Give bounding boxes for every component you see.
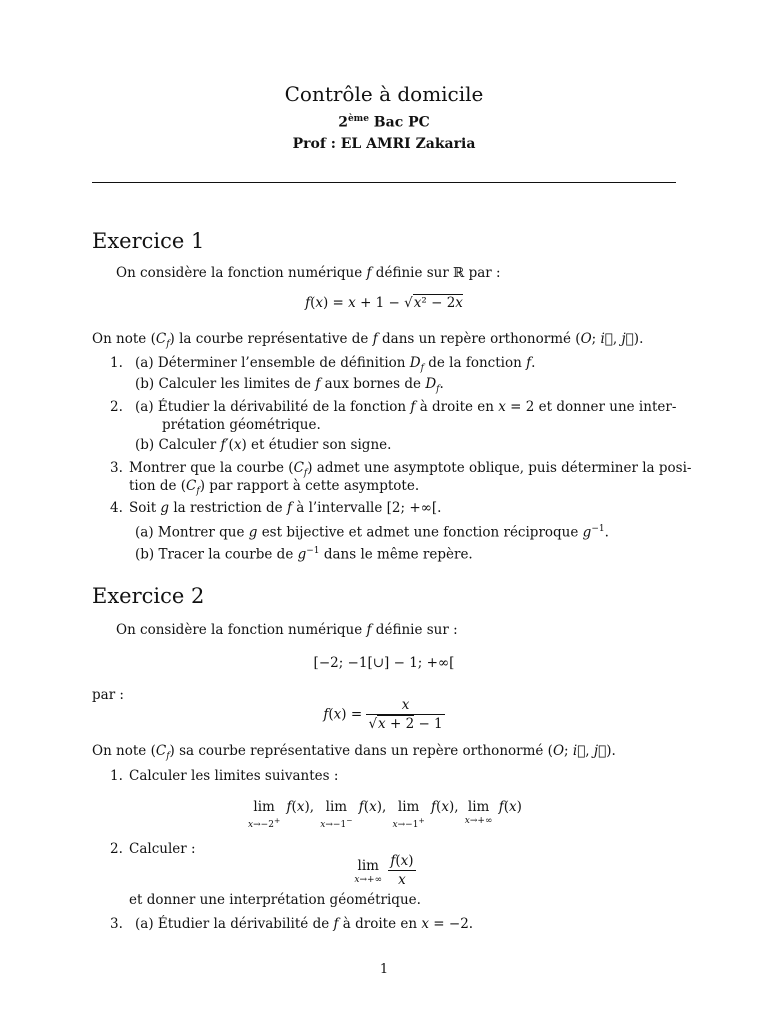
ex2-item-1-num: 1. — [110, 768, 123, 784]
ex1-item-3-num: 3. — [110, 460, 123, 476]
document-title: Contrôle à domicile — [284, 82, 484, 106]
ex1-item-4b: (b) Tracer la courbe de $g^{-1}$ dans le même repère. — [135, 546, 473, 563]
ex2-item-2: Calculer : — [129, 841, 196, 857]
exercise2-formula: f(x) = $\frac{x}{√x + 2 - 1}$ — [323, 697, 443, 732]
ex1-item-2a-cont: prétation géométrique. — [162, 417, 321, 433]
exercise1-heading: Exercice 1 — [92, 229, 205, 253]
exercise2-note: On note $(C_f)$ sa courbe représentative dans un repère orthonormé (O; i⃗, j⃗). — [92, 743, 616, 762]
header-rule — [92, 182, 676, 183]
exercise2-domain: [−2; −1[∪] − 1; +∞[ — [313, 655, 455, 671]
ex1-item-3: Montrer que la courbe $(C_f)$ admet une asymptote oblique, puis déterminer la posi- — [129, 460, 692, 479]
ex1-item-4-num: 4. — [110, 500, 123, 516]
ex1-item-1a: (a) Déterminer l’ensemble de définition $D_f$ de la fonction f. — [135, 355, 536, 374]
ex1-item-4: Soit g la restriction de f à l’intervalle [2; +∞[. — [129, 500, 442, 516]
ex1-item-4a: (a) Montrer que g est bijective et admet une fonction réciproque $g^{-1}$. — [135, 524, 609, 541]
ex1-item-3-cont: tion de $(C_f)$ par rapport à cette asymptote. — [129, 478, 420, 497]
ex2-item-3a: (a) Étudier la dérivabilité de f à droite en x = −2. — [135, 916, 474, 932]
ex2-item-1: Calculer les limites suivantes : — [129, 768, 339, 784]
ex2-item-3-num: 3. — [110, 916, 123, 932]
class-level: 2ème Bac PC — [338, 114, 430, 131]
ex1-item-1-num: 1. — [110, 355, 123, 371]
exercise1-intro: On considère la fonction numérique f définie sur ℝ par : — [116, 265, 501, 281]
ex2-item-2-after: et donner une interprétation géométrique. — [129, 892, 421, 908]
ex1-item-2a: (a) Étudier la dérivabilité de la fonction f à droite en x = 2 et donner une inter- — [135, 399, 677, 415]
ex2-item-2-num: 2. — [110, 841, 123, 857]
prof-name: Prof : EL AMRI Zakaria — [292, 136, 476, 152]
ex1-item-2-num: 2. — [110, 399, 123, 415]
page-number: 1 — [379, 962, 389, 977]
ex1-item-2b: (b) Calculer f′(x) et étudier son signe. — [135, 437, 392, 453]
ex2-limit-ratio: lim x→+∞ $\frac{f(x)}{x}$ — [354, 853, 414, 888]
exercise2-heading: Exercice 2 — [92, 584, 205, 608]
exercise1-note: On note $(C_f)$ la courbe représentative de f dans un repère orthonormé (O; i⃗, j⃗). — [92, 331, 644, 350]
exercise1-formula: f(x) = x + 1 − √x² − 2x — [305, 295, 463, 311]
exercise2-par: par : — [92, 687, 124, 703]
ex1-item-1b: (b) Calculer les limites de f aux bornes de $D_f$. — [135, 376, 444, 395]
exercise2-intro: On considère la fonction numérique f définie sur : — [116, 622, 458, 638]
ex2-limits: lim x→−2+ f(x), lim x→−1− f(x), lim x→−1+ f(x), lim x→+∞ f(x) — [248, 799, 522, 830]
